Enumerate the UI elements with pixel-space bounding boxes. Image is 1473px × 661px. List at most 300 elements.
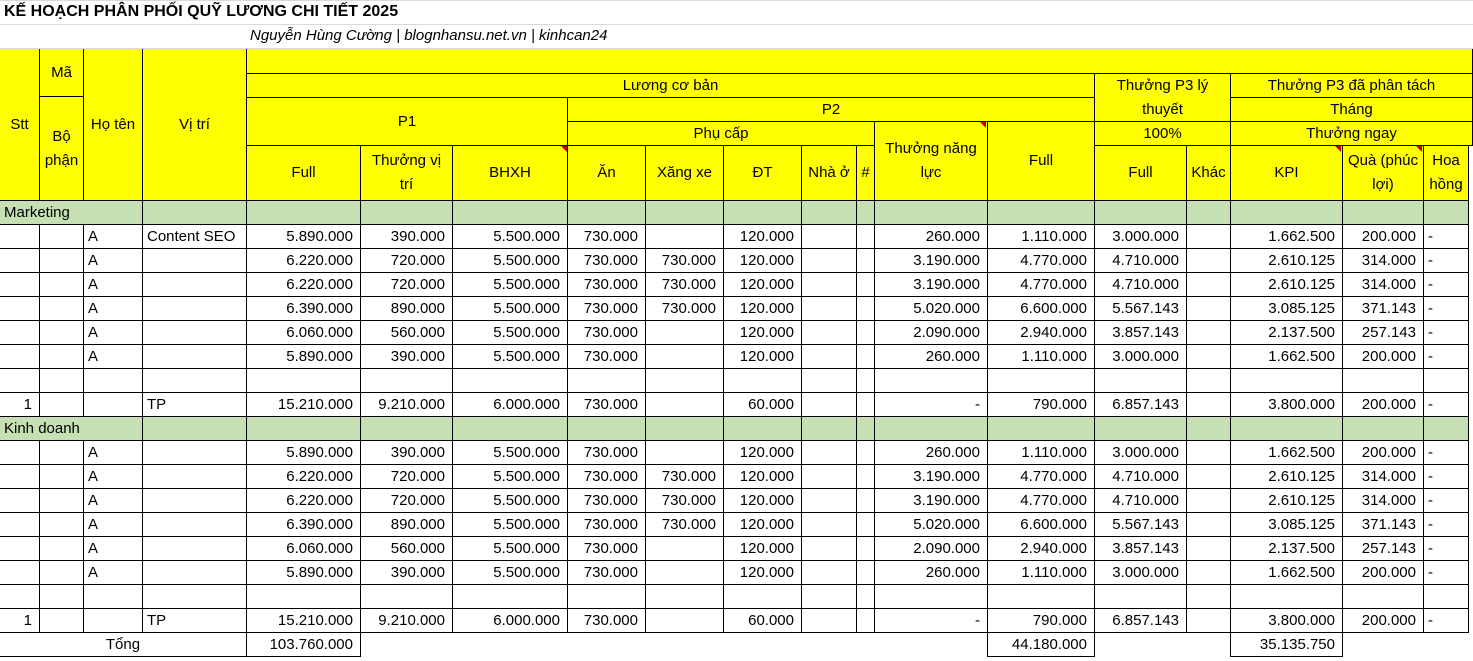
table-cell[interactable]: 730.000: [646, 297, 724, 321]
table-cell[interactable]: 3.800.000: [1231, 393, 1343, 417]
section-cell[interactable]: [988, 417, 1095, 441]
table-cell[interactable]: 5.500.000: [453, 513, 568, 537]
table-cell[interactable]: 5.500.000: [453, 225, 568, 249]
table-cell[interactable]: 6.600.000: [988, 513, 1095, 537]
table-cell[interactable]: 390.000: [361, 561, 453, 585]
table-cell[interactable]: 720.000: [361, 249, 453, 273]
table-cell[interactable]: 120.000: [724, 297, 802, 321]
table-cell[interactable]: 730.000: [646, 273, 724, 297]
table-cell[interactable]: 2.610.125: [1231, 465, 1343, 489]
header-p3-full[interactable]: Full: [1095, 146, 1187, 201]
table-cell[interactable]: 9.210.000: [361, 609, 453, 633]
header-thuong-p3-ly-thuyet[interactable]: Thưởng P3 lý thuyết: [1095, 74, 1231, 122]
table-cell[interactable]: [857, 225, 875, 249]
table-cell[interactable]: 5.020.000: [875, 297, 988, 321]
table-cell[interactable]: A: [84, 321, 143, 345]
table-cell[interactable]: [988, 369, 1095, 393]
table-cell[interactable]: 730.000: [568, 345, 646, 369]
table-cell[interactable]: [84, 585, 143, 609]
table-cell[interactable]: 200.000: [1343, 225, 1424, 249]
table-cell[interactable]: [247, 369, 361, 393]
table-cell[interactable]: 200.000: [1343, 345, 1424, 369]
table-cell[interactable]: [646, 537, 724, 561]
table-cell[interactable]: 5.500.000: [453, 537, 568, 561]
header-percent[interactable]: 100%: [1095, 122, 1231, 146]
table-cell[interactable]: 257.143: [1343, 537, 1424, 561]
table-cell[interactable]: 314.000: [1343, 489, 1424, 513]
table-cell[interactable]: 2.940.000: [988, 537, 1095, 561]
section-cell[interactable]: [1424, 417, 1469, 441]
comment-indicator-icon[interactable]: [1335, 146, 1341, 152]
table-cell[interactable]: 120.000: [724, 273, 802, 297]
table-cell[interactable]: [40, 489, 84, 513]
header-xang-xe[interactable]: Xăng xe: [646, 146, 724, 201]
section-cell[interactable]: [453, 201, 568, 225]
table-cell[interactable]: 730.000: [646, 465, 724, 489]
table-cell[interactable]: [40, 537, 84, 561]
table-cell[interactable]: 720.000: [361, 465, 453, 489]
table-cell[interactable]: [802, 393, 857, 417]
table-cell[interactable]: [0, 225, 40, 249]
total-p2-full[interactable]: 44.180.000: [988, 633, 1095, 657]
table-cell[interactable]: 5.567.143: [1095, 297, 1187, 321]
table-cell[interactable]: 15.210.000: [247, 609, 361, 633]
table-cell[interactable]: 5.500.000: [453, 249, 568, 273]
section-cell[interactable]: [857, 201, 875, 225]
table-cell[interactable]: 730.000: [568, 249, 646, 273]
table-cell[interactable]: [40, 561, 84, 585]
table-cell[interactable]: [0, 441, 40, 465]
table-cell[interactable]: [802, 489, 857, 513]
header-kpi[interactable]: KPI: [1231, 146, 1343, 201]
table-cell[interactable]: [1231, 585, 1343, 609]
table-cell[interactable]: 120.000: [724, 513, 802, 537]
table-cell[interactable]: [453, 585, 568, 609]
section-cell[interactable]: [361, 201, 453, 225]
table-cell[interactable]: -: [1424, 513, 1469, 537]
table-cell[interactable]: [857, 513, 875, 537]
table-cell[interactable]: 3.000.000: [1095, 561, 1187, 585]
table-cell[interactable]: 200.000: [1343, 393, 1424, 417]
section-cell[interactable]: [646, 417, 724, 441]
table-cell[interactable]: A: [84, 465, 143, 489]
table-cell[interactable]: 560.000: [361, 321, 453, 345]
table-cell[interactable]: [143, 249, 247, 273]
table-cell[interactable]: [0, 345, 40, 369]
table-cell[interactable]: [646, 441, 724, 465]
header-thang[interactable]: Tháng: [1231, 98, 1473, 122]
table-cell[interactable]: 6.220.000: [247, 249, 361, 273]
table-cell[interactable]: 2.090.000: [875, 537, 988, 561]
table-cell[interactable]: [857, 369, 875, 393]
table-cell[interactable]: 5.500.000: [453, 441, 568, 465]
table-cell[interactable]: 4.770.000: [988, 249, 1095, 273]
table-cell[interactable]: 5.890.000: [247, 345, 361, 369]
header-ho-ten[interactable]: Họ tên: [84, 49, 143, 201]
section-cell[interactable]: [802, 201, 857, 225]
table-cell[interactable]: [802, 465, 857, 489]
section-cell[interactable]: [143, 417, 247, 441]
section-cell[interactable]: [568, 201, 646, 225]
section-cell[interactable]: [247, 417, 361, 441]
table-cell[interactable]: 260.000: [875, 441, 988, 465]
table-cell[interactable]: 5.500.000: [453, 465, 568, 489]
table-cell[interactable]: -: [875, 393, 988, 417]
table-cell[interactable]: 2.610.125: [1231, 489, 1343, 513]
table-cell[interactable]: 5.500.000: [453, 489, 568, 513]
section-cell[interactable]: [724, 417, 802, 441]
table-cell[interactable]: 314.000: [1343, 465, 1424, 489]
table-cell[interactable]: [646, 369, 724, 393]
table-cell[interactable]: [143, 561, 247, 585]
total-spacer[interactable]: [1095, 633, 1231, 657]
table-cell[interactable]: [857, 537, 875, 561]
table-cell[interactable]: [1187, 513, 1231, 537]
table-cell[interactable]: 1.110.000: [988, 345, 1095, 369]
table-cell[interactable]: [143, 345, 247, 369]
header-bhxh[interactable]: BHXH: [453, 146, 568, 201]
header-hash[interactable]: #: [857, 146, 875, 201]
table-cell[interactable]: 60.000: [724, 393, 802, 417]
table-cell[interactable]: [0, 489, 40, 513]
table-cell[interactable]: Content SEO: [143, 225, 247, 249]
table-cell[interactable]: 730.000: [568, 321, 646, 345]
table-cell[interactable]: 200.000: [1343, 561, 1424, 585]
table-cell[interactable]: 790.000: [988, 609, 1095, 633]
table-cell[interactable]: [40, 465, 84, 489]
table-cell[interactable]: A: [84, 249, 143, 273]
table-cell[interactable]: [143, 273, 247, 297]
table-cell[interactable]: [1187, 249, 1231, 273]
table-cell[interactable]: [724, 585, 802, 609]
section-cell[interactable]: [724, 201, 802, 225]
table-cell[interactable]: 6.060.000: [247, 321, 361, 345]
table-cell[interactable]: 730.000: [568, 465, 646, 489]
table-cell[interactable]: [802, 513, 857, 537]
table-cell[interactable]: [40, 441, 84, 465]
table-cell[interactable]: [40, 249, 84, 273]
header-vi-tri[interactable]: Vị trí: [143, 49, 247, 201]
table-cell[interactable]: A: [84, 537, 143, 561]
table-cell[interactable]: [802, 345, 857, 369]
table-cell[interactable]: [1095, 369, 1187, 393]
section-cell[interactable]: [1424, 201, 1469, 225]
table-cell[interactable]: 5.890.000: [247, 441, 361, 465]
total-p1-full[interactable]: 103.760.000: [247, 633, 361, 657]
table-cell[interactable]: [0, 585, 40, 609]
table-cell[interactable]: 1.662.500: [1231, 561, 1343, 585]
table-cell[interactable]: [857, 609, 875, 633]
table-cell[interactable]: -: [1424, 345, 1469, 369]
table-cell[interactable]: 4.710.000: [1095, 489, 1187, 513]
table-cell[interactable]: 120.000: [724, 561, 802, 585]
table-cell[interactable]: [1424, 585, 1469, 609]
table-cell[interactable]: [143, 441, 247, 465]
table-cell[interactable]: 4.770.000: [988, 465, 1095, 489]
table-cell[interactable]: [0, 561, 40, 585]
table-cell[interactable]: 260.000: [875, 345, 988, 369]
table-cell[interactable]: -: [1424, 537, 1469, 561]
header-p2-full[interactable]: Full: [988, 122, 1095, 201]
table-cell[interactable]: 120.000: [724, 489, 802, 513]
table-cell[interactable]: [0, 513, 40, 537]
table-cell[interactable]: 1.662.500: [1231, 225, 1343, 249]
table-cell[interactable]: 5.500.000: [453, 345, 568, 369]
table-cell[interactable]: [143, 297, 247, 321]
table-cell[interactable]: 120.000: [724, 249, 802, 273]
header-thuong-nang-luc[interactable]: Thưởng năng lực: [875, 122, 988, 201]
table-cell[interactable]: A: [84, 273, 143, 297]
table-cell[interactable]: 5.500.000: [453, 297, 568, 321]
table-cell[interactable]: 730.000: [646, 249, 724, 273]
section-cell[interactable]: [875, 201, 988, 225]
table-cell[interactable]: [40, 297, 84, 321]
table-cell[interactable]: 3.190.000: [875, 465, 988, 489]
table-cell[interactable]: [724, 369, 802, 393]
table-cell[interactable]: [143, 465, 247, 489]
table-cell[interactable]: 2.940.000: [988, 321, 1095, 345]
table-cell[interactable]: 6.060.000: [247, 537, 361, 561]
table-cell[interactable]: -: [1424, 489, 1469, 513]
table-cell[interactable]: A: [84, 297, 143, 321]
section-cell[interactable]: [1095, 417, 1187, 441]
table-cell[interactable]: [857, 489, 875, 513]
table-cell[interactable]: [0, 321, 40, 345]
table-cell[interactable]: 730.000: [568, 561, 646, 585]
table-cell[interactable]: 5.500.000: [453, 321, 568, 345]
table-cell[interactable]: [143, 513, 247, 537]
table-cell[interactable]: 3.800.000: [1231, 609, 1343, 633]
table-cell[interactable]: 730.000: [568, 393, 646, 417]
table-cell[interactable]: 60.000: [724, 609, 802, 633]
table-cell[interactable]: 3.857.143: [1095, 537, 1187, 561]
table-cell[interactable]: [857, 561, 875, 585]
table-cell[interactable]: [802, 537, 857, 561]
table-cell[interactable]: 2.610.125: [1231, 249, 1343, 273]
comment-indicator-icon[interactable]: [561, 146, 567, 152]
header-bo-phan[interactable]: Bộ phận: [40, 97, 84, 201]
table-cell[interactable]: 730.000: [646, 489, 724, 513]
table-cell[interactable]: [857, 393, 875, 417]
header-ma[interactable]: Mã: [40, 49, 84, 97]
table-cell[interactable]: 730.000: [568, 513, 646, 537]
section-cell[interactable]: [988, 201, 1095, 225]
table-cell[interactable]: 3.000.000: [1095, 441, 1187, 465]
table-cell[interactable]: [0, 465, 40, 489]
table-cell[interactable]: 2.090.000: [875, 321, 988, 345]
table-cell[interactable]: [875, 369, 988, 393]
header-thuong-p3-phan-tach[interactable]: Thưởng P3 đã phân tách: [1231, 74, 1473, 98]
table-cell[interactable]: [1424, 369, 1469, 393]
table-cell[interactable]: [802, 249, 857, 273]
table-cell[interactable]: 314.000: [1343, 249, 1424, 273]
table-cell[interactable]: [143, 321, 247, 345]
table-cell[interactable]: 3.085.125: [1231, 513, 1343, 537]
table-cell[interactable]: [1187, 345, 1231, 369]
header-luong-co-ban[interactable]: Lương cơ bản: [247, 74, 1095, 98]
table-cell[interactable]: 5.500.000: [453, 273, 568, 297]
table-cell[interactable]: [1187, 273, 1231, 297]
table-cell[interactable]: 3.000.000: [1095, 225, 1187, 249]
table-cell[interactable]: 4.710.000: [1095, 465, 1187, 489]
table-cell[interactable]: [646, 585, 724, 609]
table-cell[interactable]: 730.000: [568, 537, 646, 561]
table-cell[interactable]: [857, 345, 875, 369]
section-cell[interactable]: [1343, 417, 1424, 441]
total-spacer[interactable]: [361, 633, 988, 657]
table-cell[interactable]: 1.662.500: [1231, 345, 1343, 369]
table-cell[interactable]: [361, 585, 453, 609]
table-cell[interactable]: 1: [0, 393, 40, 417]
table-cell[interactable]: 730.000: [568, 489, 646, 513]
table-cell[interactable]: [143, 369, 247, 393]
section-cell[interactable]: [361, 417, 453, 441]
table-cell[interactable]: 390.000: [361, 225, 453, 249]
table-cell[interactable]: [646, 345, 724, 369]
section-cell[interactable]: [1231, 417, 1343, 441]
table-cell[interactable]: 6.220.000: [247, 465, 361, 489]
section-cell[interactable]: [1231, 201, 1343, 225]
table-cell[interactable]: 120.000: [724, 465, 802, 489]
table-cell[interactable]: [568, 369, 646, 393]
table-cell[interactable]: -: [1424, 225, 1469, 249]
table-cell[interactable]: -: [1424, 249, 1469, 273]
table-cell[interactable]: 15.210.000: [247, 393, 361, 417]
header-dt[interactable]: ĐT: [724, 146, 802, 201]
section-cell[interactable]: [247, 201, 361, 225]
table-cell[interactable]: [247, 585, 361, 609]
table-cell[interactable]: 390.000: [361, 441, 453, 465]
table-cell[interactable]: 730.000: [646, 513, 724, 537]
table-cell[interactable]: 2.137.500: [1231, 321, 1343, 345]
table-cell[interactable]: 4.770.000: [988, 489, 1095, 513]
table-cell[interactable]: [40, 585, 84, 609]
table-cell[interactable]: [143, 489, 247, 513]
table-cell[interactable]: 6.390.000: [247, 513, 361, 537]
table-cell[interactable]: A: [84, 225, 143, 249]
table-cell[interactable]: [646, 561, 724, 585]
table-cell[interactable]: 3.857.143: [1095, 321, 1187, 345]
table-cell[interactable]: 200.000: [1343, 441, 1424, 465]
table-cell[interactable]: [875, 585, 988, 609]
header-an[interactable]: Ăn: [568, 146, 646, 201]
table-cell[interactable]: [802, 441, 857, 465]
table-cell[interactable]: TP: [143, 609, 247, 633]
table-cell[interactable]: 1.110.000: [988, 561, 1095, 585]
table-cell[interactable]: 1.662.500: [1231, 441, 1343, 465]
table-cell[interactable]: [1187, 393, 1231, 417]
table-cell[interactable]: -: [1424, 441, 1469, 465]
table-cell[interactable]: 730.000: [568, 297, 646, 321]
table-cell[interactable]: 120.000: [724, 537, 802, 561]
table-cell[interactable]: 6.220.000: [247, 273, 361, 297]
table-cell[interactable]: [646, 225, 724, 249]
table-cell[interactable]: 5.020.000: [875, 513, 988, 537]
table-cell[interactable]: A: [84, 441, 143, 465]
section-label[interactable]: Kinh doanh: [0, 417, 143, 441]
table-cell[interactable]: 120.000: [724, 225, 802, 249]
table-cell[interactable]: 257.143: [1343, 321, 1424, 345]
table-cell[interactable]: 3.190.000: [875, 249, 988, 273]
table-cell[interactable]: 3.000.000: [1095, 345, 1187, 369]
table-cell[interactable]: -: [1424, 273, 1469, 297]
table-cell[interactable]: [857, 465, 875, 489]
section-cell[interactable]: [802, 417, 857, 441]
section-cell[interactable]: [1343, 201, 1424, 225]
table-cell[interactable]: 9.210.000: [361, 393, 453, 417]
table-cell[interactable]: 890.000: [361, 513, 453, 537]
table-cell[interactable]: [84, 609, 143, 633]
table-cell[interactable]: [646, 321, 724, 345]
table-cell[interactable]: [1187, 609, 1231, 633]
table-cell[interactable]: 2.137.500: [1231, 537, 1343, 561]
table-cell[interactable]: [0, 249, 40, 273]
table-cell[interactable]: A: [84, 513, 143, 537]
table-cell[interactable]: [646, 609, 724, 633]
table-cell[interactable]: [802, 321, 857, 345]
table-cell[interactable]: [1343, 369, 1424, 393]
table-cell[interactable]: [646, 393, 724, 417]
table-cell[interactable]: 6.000.000: [453, 609, 568, 633]
table-cell[interactable]: [1095, 585, 1187, 609]
section-cell[interactable]: [453, 417, 568, 441]
table-cell[interactable]: [568, 585, 646, 609]
header-p1-full[interactable]: Full: [247, 146, 361, 201]
table-cell[interactable]: [988, 585, 1095, 609]
table-cell[interactable]: [143, 585, 247, 609]
table-cell[interactable]: 5.890.000: [247, 225, 361, 249]
table-cell[interactable]: [857, 441, 875, 465]
table-cell[interactable]: 371.143: [1343, 513, 1424, 537]
table-cell[interactable]: [1187, 321, 1231, 345]
table-cell[interactable]: [84, 369, 143, 393]
comment-indicator-icon[interactable]: [980, 122, 986, 128]
table-cell[interactable]: [802, 585, 857, 609]
header-p1[interactable]: P1: [247, 98, 568, 146]
table-cell[interactable]: 4.710.000: [1095, 249, 1187, 273]
table-cell[interactable]: [0, 273, 40, 297]
table-cell[interactable]: 730.000: [568, 609, 646, 633]
table-cell[interactable]: 120.000: [724, 441, 802, 465]
table-cell[interactable]: [1187, 369, 1231, 393]
table-cell[interactable]: [1231, 369, 1343, 393]
table-cell[interactable]: -: [1424, 561, 1469, 585]
table-cell[interactable]: [802, 561, 857, 585]
table-cell[interactable]: 5.567.143: [1095, 513, 1187, 537]
section-cell[interactable]: [857, 417, 875, 441]
table-cell[interactable]: [1187, 585, 1231, 609]
table-cell[interactable]: [802, 369, 857, 393]
table-cell[interactable]: [1343, 585, 1424, 609]
table-cell[interactable]: 6.600.000: [988, 297, 1095, 321]
table-cell[interactable]: 6.220.000: [247, 489, 361, 513]
table-cell[interactable]: 314.000: [1343, 273, 1424, 297]
table-cell[interactable]: [40, 321, 84, 345]
sheet-title[interactable]: KẾ HOẠCH PHÂN PHỐI QUỸ LƯƠNG CHI TIẾT 2025: [4, 3, 399, 20]
table-cell[interactable]: [857, 585, 875, 609]
table-cell[interactable]: 3.190.000: [875, 489, 988, 513]
section-cell[interactable]: [568, 417, 646, 441]
table-cell[interactable]: -: [1424, 609, 1469, 633]
table-cell[interactable]: [40, 609, 84, 633]
table-cell[interactable]: 720.000: [361, 489, 453, 513]
table-cell[interactable]: A: [84, 489, 143, 513]
table-cell[interactable]: [1187, 537, 1231, 561]
table-cell[interactable]: [0, 369, 40, 393]
table-cell[interactable]: -: [1424, 465, 1469, 489]
table-cell[interactable]: -: [875, 609, 988, 633]
table-cell[interactable]: [802, 273, 857, 297]
